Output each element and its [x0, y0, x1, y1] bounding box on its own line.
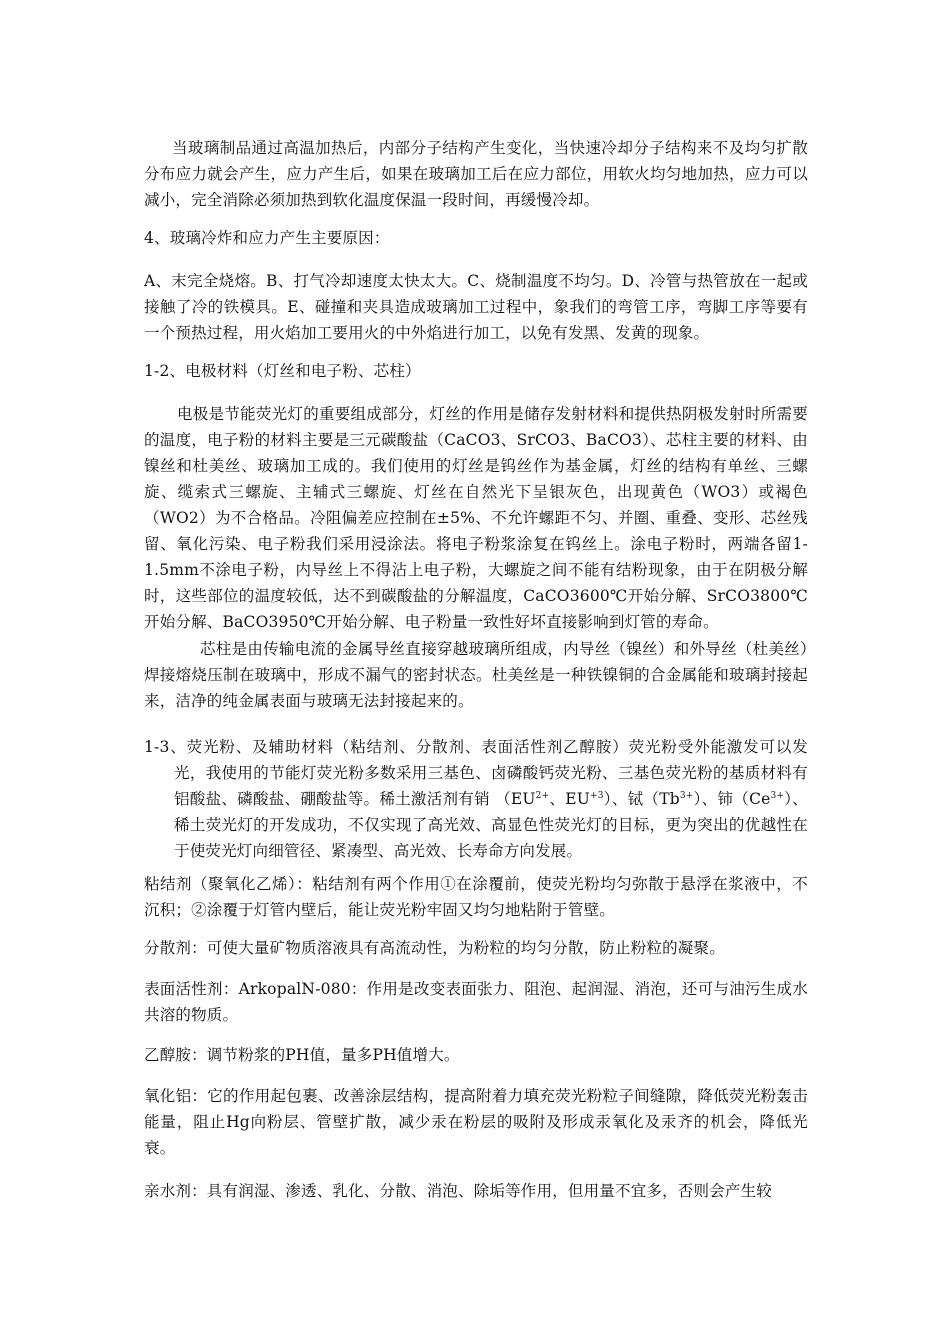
paragraph-electrode: 电极是节能荧光灯的重要组成部分，灯丝的作用是储存发射材料和提供热阴极发射时所需要的温度，电子粉的材料主要是三元碳酸盐（CaCO3、SrCO3、BaCO3）、芯柱主要的材料、由镍丝和杜美丝、玻璃加工成的。我们使用的灯丝是钨丝作为基金属，灯丝的结构有单丝、三螺旋、缆索式三螺旋、主辅式三螺旋、灯丝在自然光下呈银灰色，出现黄色（WO3）或褐色（WO2）为不合格品。冷阻偏差应控制在±5%、不允许螺距不匀、并圈、重叠、变形、芯丝残留、氧化污染、电子粉我们采用浸涂法。将电子粉浆涂复在钨丝上。涂电子粉时，两端各留1-1.5mm不涂电子粉，内导丝上不得沾上电子粉，大螺旋之间不能有结粉现象，由于在阴极分解时，这些部位的温度较低，达不到碳酸盐的分解温度，CaCO3600℃开始分解、SrCO3800℃开始分解、BaCO3950℃开始分解、电子粉量一致性好坏直接影响到灯管的寿命。: [144, 405, 808, 631]
paragraph-surfactant: 表面活性剂：ArkopalN-080：作用是改变表面张力、阻泡、起润湿、消泡，还可与油污生成水共溶的物质。: [144, 980, 808, 1024]
heading-cold-burst-causes: 4、玻璃冷炸和应力产生主要原因：: [144, 229, 390, 247]
paragraph-stem: 芯柱是由传输电流的金属导丝直接穿越玻璃所组成，内导丝（镍丝）和外导丝（杜美丝）焊接熔烧压制在玻璃中，形成不漏气的密封状态。杜美丝是一种铁镍铜的合金属能和玻璃封接起来，洁净的纯金属表面与玻璃无法封接起来的。: [144, 640, 808, 710]
paragraph-glass-stress: 当玻璃制品通过高温加热后，内部分子结构产生变化，当快速冷却分子结构来不及均匀扩散分布应力就会产生，应力产生后，如果在玻璃加工后在应力部位，用软火均匀地加热，应力可以减小，完全消除必须加热到软化温度保温一段时间，再缓慢冷却。: [144, 139, 808, 209]
paragraph-causes-list: A、末完全烧熔。B、打气冷却速度太快太大。C、烧制温度不均匀。D、冷管与热管放在一起或接触了冷的铁模具。E、碰撞和夹具造成玻璃加工过程中，象我们的弯管工序，弯脚工序等要有一个预热过程，用火焰加工要用火的中外焰进行加工，以免有发黑、发黄的现象。: [144, 272, 808, 342]
paragraph-dispersant: 分散剂：可使大量矿物质溶液具有高流动性，为粉粒的均匀分散，防止粉粒的凝聚。: [144, 939, 725, 957]
paragraph-hydrophilic-agent: 亲水剂：具有润湿、渗透、乳化、分散、消泡、除垢等作用，但用量不宜多，否则会产生较: [144, 1182, 773, 1200]
paragraph-ethanolamine: 乙醇胺：调节粉浆的PH值，量多PH值增大。: [144, 1046, 460, 1064]
paragraph-phosphor: 1-3、荧光粉、及辅助材料（粘结剂、分散剂、表面活性剂乙醇胺）荧光粉受外能激发可以发光，我使用的节能灯荧光粉多数采用三基色、卤磷酸钙荧光粉、三基色荧光粉的基质材料有铝酸盐、磷酸盐、硼酸盐等。稀土激活剂有销 （$EU^{2+}$、$EU^{+3}$）、铽$(Tb^{3+})$、铈$(Ce^{3+})$、稀土荧光灯的开发成功，不仅实现了高光效、高显色性荧光灯的目标，更为突出的优越性在于使荧光灯向细管径、紧凑型、高光效、长寿命方向发展。: [144, 738, 809, 860]
heading-electrode-materials: 1-2、电极材料（灯丝和电子粉、芯柱）: [144, 362, 421, 380]
paragraph-alumina: 氧化铝：它的作用起包裹、改善涂层结构，提高附着力填充荧光粉粒子间缝隙，降低荧光粉轰击能量，阻止Hg向粉层、管壁扩散，减少汞在粉层的吸附及形成汞氧化及汞齐的机会，降低光衰。: [144, 1087, 808, 1157]
paragraph-binder: 粘结剂（聚氧化乙烯）：粘结剂有两个作用①在涂覆前，使荧光粉均匀弥散于悬浮在浆液中，不沉积；②涂覆于灯管内壁后，能让荧光粉牢固又均匀地粘附于管壁。: [144, 875, 808, 919]
